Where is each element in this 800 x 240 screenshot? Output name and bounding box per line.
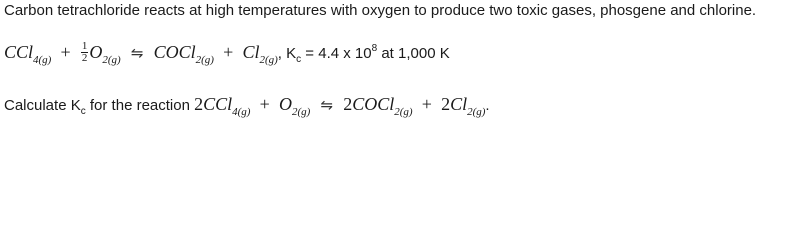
reactant-ccl4: CCl$_{4(g)}$ — [4, 42, 52, 66]
equilibrium-arrow: ⇋ — [320, 96, 334, 114]
plus-sign: + — [421, 94, 432, 114]
intro-text: Carbon tetrachloride reacts at high temperatures with oxygen to produce two toxic gases, phosgene and chlorine. — [4, 2, 757, 19]
product-cl2: $2Cl_{2(g)}$ — [441, 94, 486, 118]
kc-statement: , $K_c = 4.4$ x $10^8$ at 1,000 K — [277, 43, 450, 65]
product-cocl2: 2COCl$_{2(g)}$ — [343, 94, 413, 118]
plus-sign: + — [60, 42, 71, 62]
reactant-o2: $O_{2(g)}$ — [89, 42, 121, 66]
product-cocl2: COCl$_{2(g)}$ — [153, 42, 214, 66]
plus-sign: + — [223, 42, 234, 62]
equilibrium-arrow: ⇋ — [130, 44, 144, 62]
question-text: Calculate $K_c$ for the reaction $2CCl_{4(g)} + O_{2(g)}$ ⇋ 2COCl$_{2(g)}$ + $2Cl_{2(g)}$. — [4, 94, 490, 118]
product-cl2: $Cl_{2(g)}$ — [242, 42, 278, 66]
plus-sign: + — [259, 94, 270, 114]
half-coefficient: $\frac{1}{2}$ — [81, 39, 88, 64]
reactant-ccl4: 2CCl$_{4(g)}$ — [194, 94, 251, 118]
reactant-o2: $O_{2(g)}$ — [278, 94, 311, 118]
equation-given — [4, 40, 450, 66]
